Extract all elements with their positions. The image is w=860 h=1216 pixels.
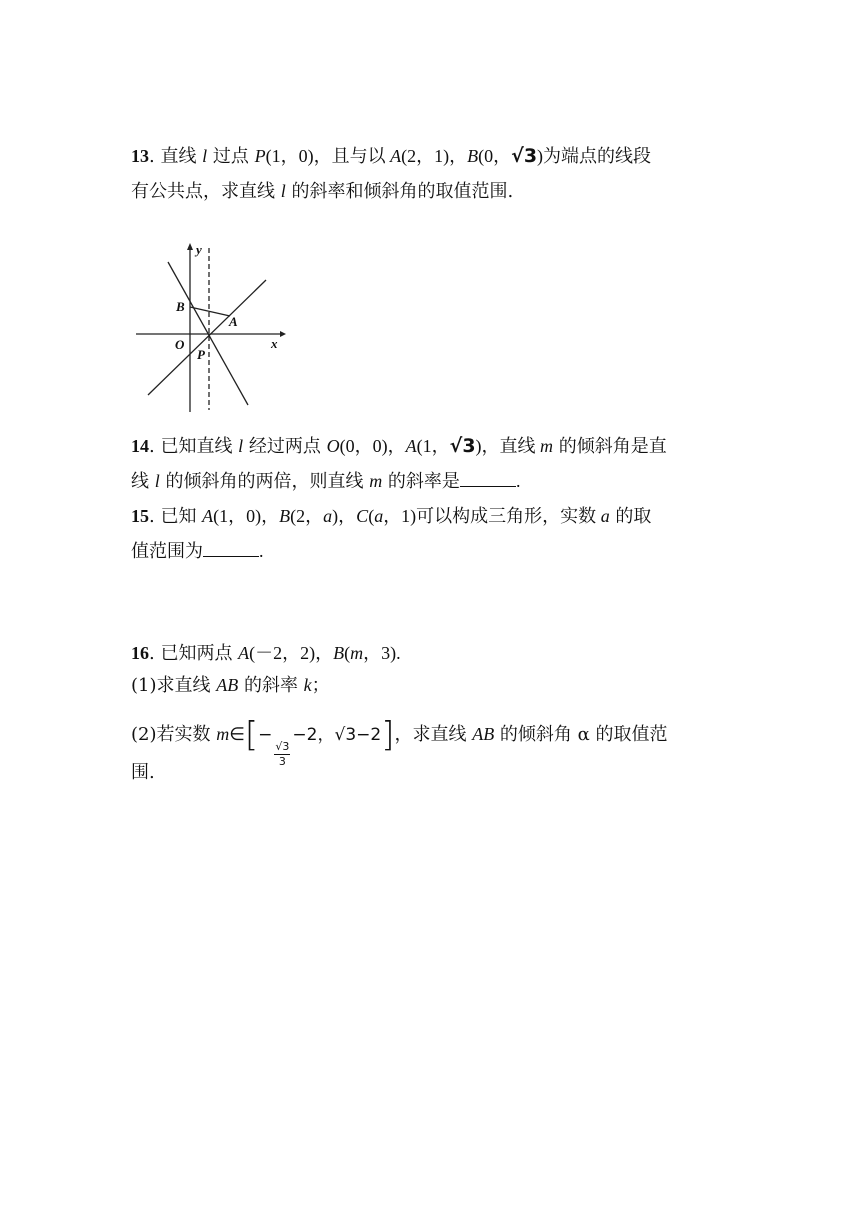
q13-line1: 13. 直线 l 过点 P(1，0)，且与以 A(2，1)，B(0，√3)为端点的线段 (131, 145, 652, 167)
q15-line2: 值范围为 . (131, 538, 264, 565)
q13-number: 13 (131, 146, 149, 166)
label-B: B (176, 299, 185, 314)
q15-line1: 15. 已知 A(1，0)，B(2，a)，C(a，1)可以构成三角形，实数 a 的取 (131, 506, 652, 527)
q14-line2: 线 l 的倾斜角的两倍，则直线 m 的斜率是 . (131, 468, 520, 495)
label-P: P (197, 347, 205, 362)
left-bracket: [ (244, 715, 259, 755)
sqrt3: √3 (449, 435, 476, 457)
q16-line1: 16. 已知两点 A(－2，2)，B(m，3). (131, 643, 401, 664)
q16-part1: (1)求直线 AB 的斜率 k； (131, 675, 330, 696)
line-PA (148, 280, 266, 395)
sqrt3: √3 (511, 145, 538, 167)
q15-number: 15 (131, 506, 149, 526)
coordinate-figure (128, 240, 288, 420)
q16-part2: (2)若实数 m∈[− $\frac{√3}{3}$ −2，√3−2]，求直线 AB 的倾斜角 α 的取值范 (131, 715, 668, 768)
q16-number: 16 (131, 643, 149, 663)
label-A: A (229, 314, 238, 329)
q14-number: 14 (131, 436, 149, 456)
label-O: O (175, 337, 185, 352)
answer-blank[interactable] (460, 468, 516, 487)
label-y: y (196, 242, 202, 257)
q16-part2-cont: 围. (131, 762, 155, 783)
answer-blank[interactable] (203, 538, 259, 557)
q14-line1: 14. 已知直线 l 经过两点 O(0，0)，A(1，√3)，直线 m 的倾斜角是直 (131, 435, 667, 457)
label-x: x (271, 336, 278, 351)
fraction: $\frac{√3}{3}$ (275, 740, 290, 768)
q13-line2: 有公共点，求直线 l 的斜率和倾斜角的取值范围. (131, 181, 514, 202)
right-bracket: ] (381, 715, 395, 755)
